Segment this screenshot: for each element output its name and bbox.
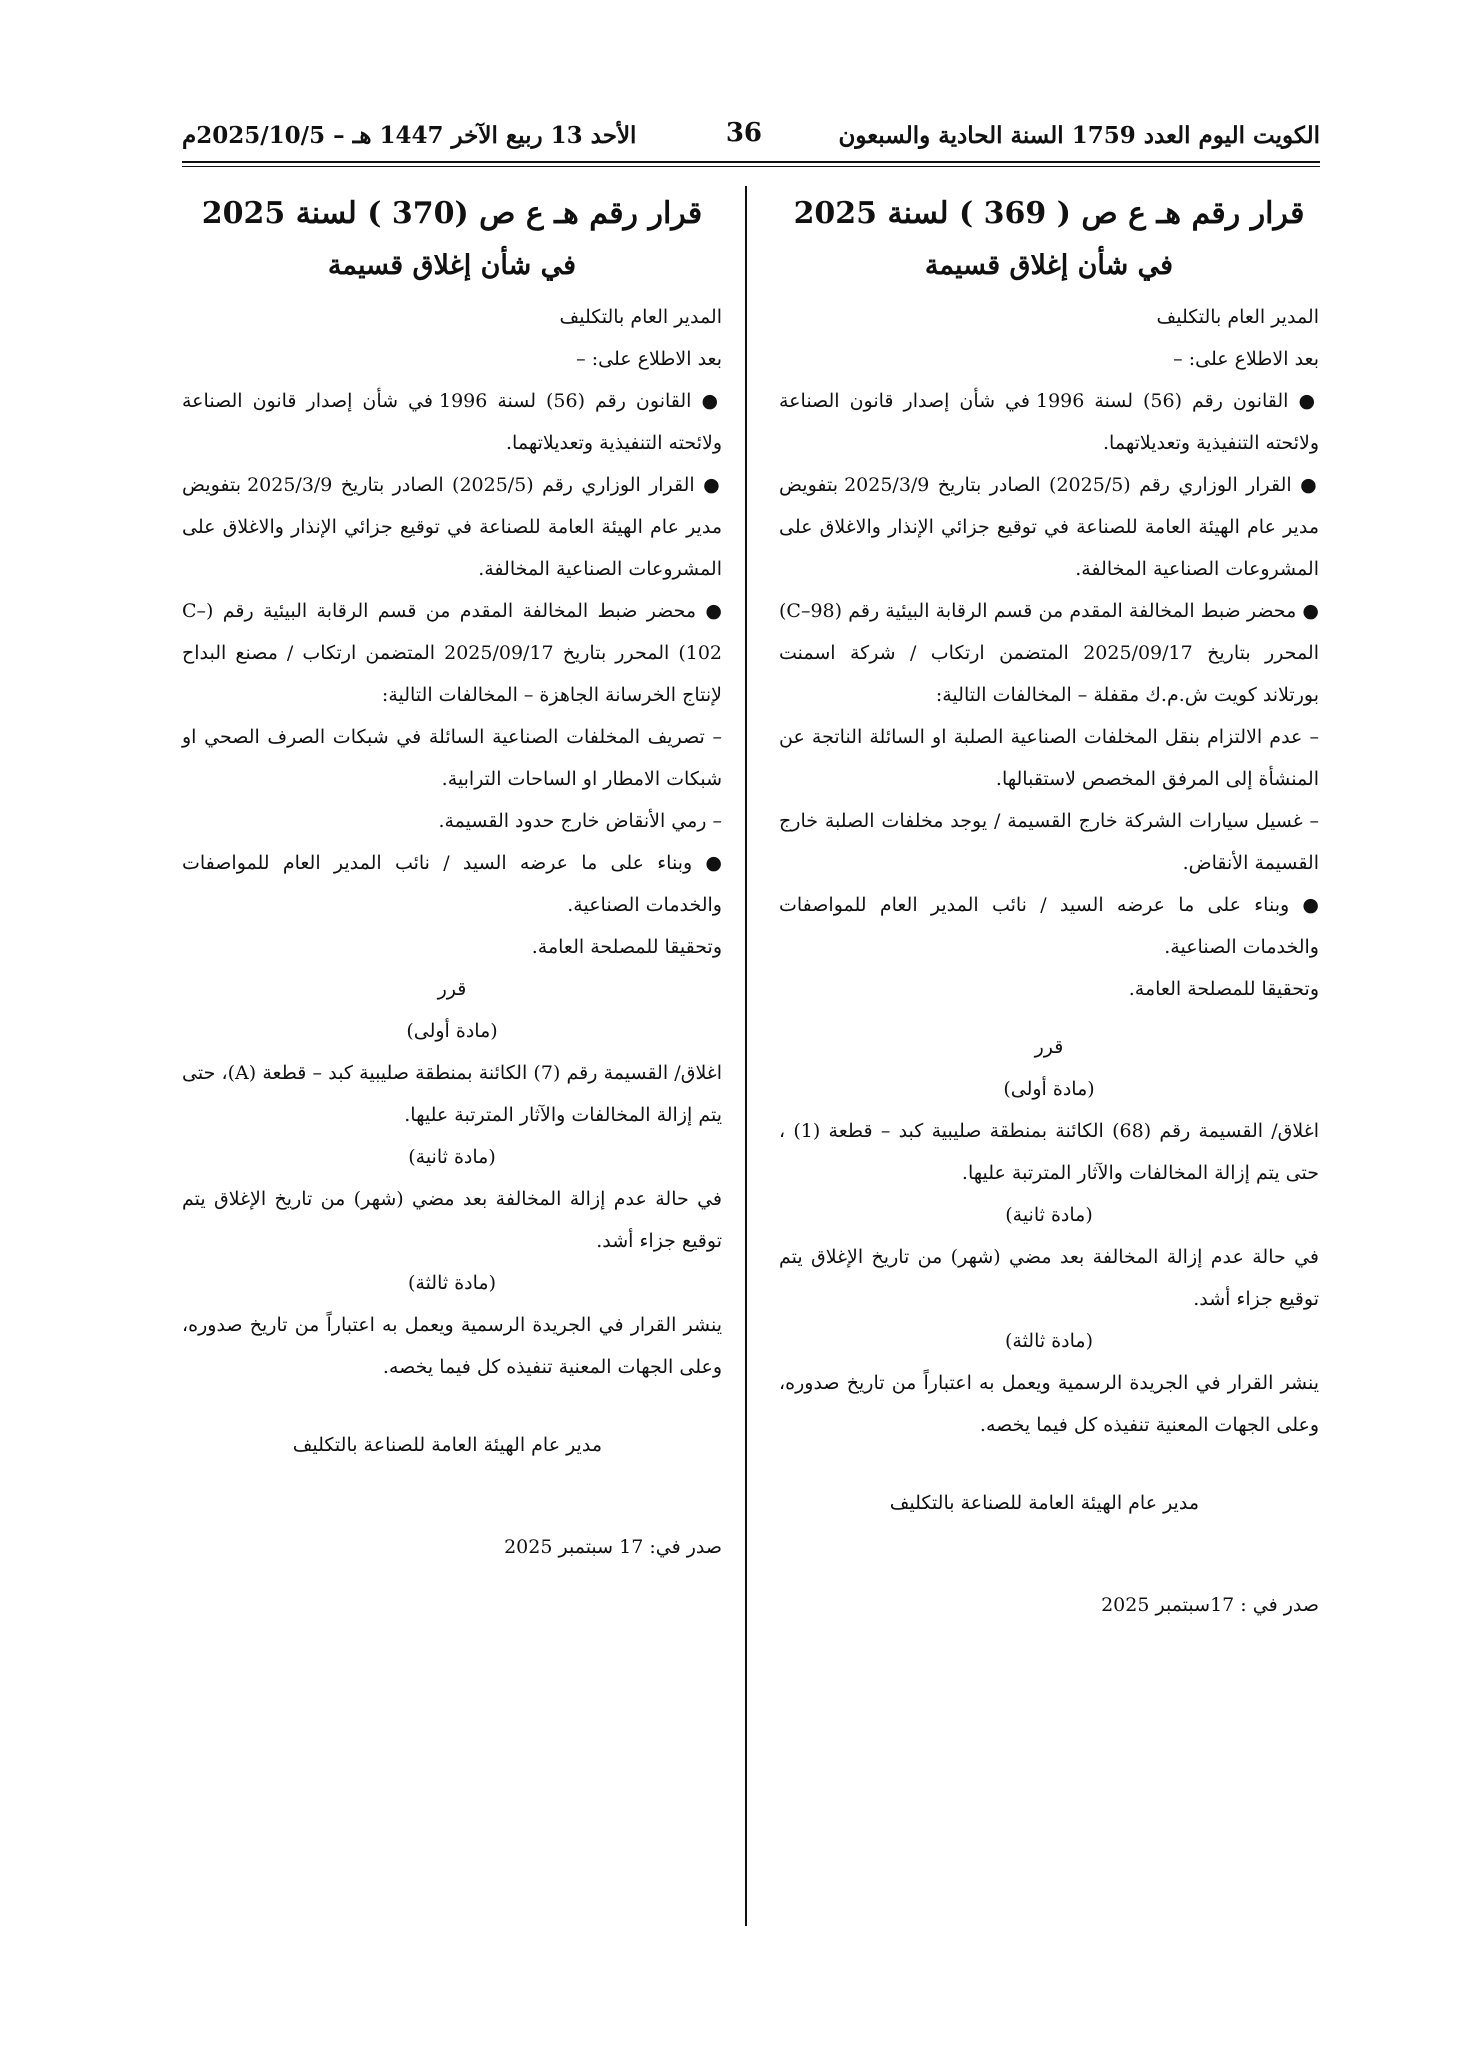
recital-proposal: ● وبناء على ما عرضه السيد / نائب المدير العام للمواصفات والخدمات الصناعية.: [779, 894, 1319, 958]
article-3-heading: (مادة ثالثة): [1004, 1330, 1094, 1352]
decision-title: قرار رقم هـ ع ص (370 ) لسنة 2025: [201, 196, 703, 231]
page-number: 36: [725, 118, 762, 148]
decision-subject: في شأن إغلاق قسيمة: [924, 250, 1174, 281]
public-interest: وتحقيقا للمصلحة العامة.: [1128, 978, 1319, 1000]
issue-date: صدر في: 17 سبتمبر 2025: [504, 1536, 722, 1558]
recital-proposal: ● وبناء على ما عرضه السيد / نائب المدير العام للمواصفات والخدمات الصناعية.: [182, 852, 722, 916]
article-2-heading: (مادة ثانية): [408, 1146, 496, 1168]
article-2-heading: (مادة ثانية): [1005, 1204, 1093, 1226]
recital-ministerial-decision: ● القرار الوزاري رقم (2025/5) الصادر بتاريخ 2025/3/9 بتفويض مدير عام الهيئة العامة للصناعة في توقيع جزائي الإنذار والاغلاق على المشروعات الصناعية المخالفة.: [182, 474, 722, 580]
violation-item: – رمي الأنقاض خارج حدود القسيمة.: [438, 810, 722, 832]
decided-heading: قرر: [437, 978, 467, 1000]
article-2-text: في حالة عدم إزالة المخالفة بعد مضي (شهر) من تاريخ الإغلاق يتم توقيع جزاء أشد.: [779, 1246, 1319, 1310]
article-2-text: في حالة عدم إزالة المخالفة بعد مضي (شهر) من تاريخ الإغلاق يتم توقيع جزاء أشد.: [182, 1188, 722, 1252]
header-rule-thick: [182, 161, 1320, 163]
recital-law: ● القانون رقم (56) لسنة 1996 في شأن إصدار قانون الصناعة ولائحته التنفيذية وتعديلاتهما.: [182, 390, 722, 454]
recital-violation-report: ● محضر ضبط المخالفة المقدم من قسم الرقابة البيئية رقم (C–98) المحرر بتاريخ 2025/09/17 المتضمن ارتكاب / شركة اسمنت بورتلاند كويت ش.م.ك مقفلة – المخالفات التالية:: [779, 600, 1319, 706]
article-3-text: ينشر القرار في الجريدة الرسمية ويعمل به اعتباراً من تاريخ صدوره، وعلى الجهات المعنية تنفيذه كل فيما يخصه.: [779, 1372, 1319, 1436]
page-header: [182, 116, 1320, 160]
article-1-heading: (مادة أولى): [406, 1020, 498, 1042]
violation-item: – عدم الالتزام بنقل المخلفات الصناعية الصلبة او السائلة الناتجة عن المنشأة إلى المرفق المخصص لاستقبالها.: [779, 726, 1319, 790]
violation-item: – تصريف المخلفات الصناعية السائلة في شبكات الصرف الصحي او شبكات الامطار او الساحات الترابية.: [182, 726, 722, 790]
issue-date: صدر في : 17سبتمبر 2025: [1101, 1594, 1319, 1616]
public-interest: وتحقيقا للمصلحة العامة.: [531, 936, 722, 958]
recital-violation-report: ● محضر ضبط المخالفة المقدم من قسم الرقابة البيئية رقم (C–102) المحرر بتاريخ 2025/09/17 المتضمن ارتكاب / مصنع البداح لإنتاج الخرسانة الجاهزة – المخالفات التالية:: [182, 600, 722, 706]
decision-title: قرار رقم هـ ع ص ( 369 ) لسنة 2025: [793, 196, 1305, 231]
article-1-text: اغلاق/ القسيمة رقم (68) الكائنة بمنطقة صليبية كبد – قطعة (1) ، حتى يتم إزالة المخالفات والآثار المترتبة عليها.: [779, 1120, 1319, 1184]
issuer: المدير العام بالتكليف: [1156, 306, 1319, 328]
issuer: المدير العام بالتكليف: [559, 306, 722, 328]
recital-ministerial-decision: ● القرار الوزاري رقم (2025/5) الصادر بتاريخ 2025/3/9 بتفويض مدير عام الهيئة العامة للصناعة في توقيع جزائي الإنذار والاغلاق على المشروعات الصناعية المخالفة.: [779, 474, 1319, 580]
article-1-text: اغلاق/ القسيمة رقم (7) الكائنة بمنطقة صليبية كبد – قطعة (A)، حتى يتم إزالة المخالفات والآثار المترتبة عليها.: [182, 1062, 722, 1126]
gazette-issue: الكويت اليوم العدد 1759 السنة الحادية والسبعون: [838, 122, 1320, 149]
after-review: بعد الاطلاع على: –: [576, 348, 722, 370]
decision-370: [182, 190, 722, 1568]
article-1-heading: (مادة أولى): [1003, 1078, 1095, 1100]
column-divider: [745, 186, 747, 1926]
decision-subject: في شأن إغلاق قسيمة: [327, 250, 577, 281]
signature: مدير عام الهيئة العامة للصناعة بالتكليف: [889, 1492, 1199, 1514]
header-date: الأحد 13 ربيع الآخر 1447 هـ – 2025/10/5م: [182, 122, 637, 149]
decision-369: [779, 190, 1319, 1626]
article-3-heading: (مادة ثالثة): [407, 1272, 497, 1294]
after-review: بعد الاطلاع على: –: [1173, 348, 1319, 370]
signature: مدير عام الهيئة العامة للصناعة بالتكليف: [292, 1434, 602, 1456]
header-rule-thin: [182, 166, 1320, 167]
recital-law: ● القانون رقم (56) لسنة 1996 في شأن إصدار قانون الصناعة ولائحته التنفيذية وتعديلاتهما.: [779, 390, 1319, 454]
decided-heading: قرر: [1034, 1036, 1064, 1058]
violation-item: – غسيل سيارات الشركة خارج القسيمة / يوجد مخلفات الصلبة خارج القسيمة الأنقاض.: [779, 810, 1319, 874]
article-3-text: ينشر القرار في الجريدة الرسمية ويعمل به اعتباراً من تاريخ صدوره، وعلى الجهات المعنية تنفيذه كل فيما يخصه.: [182, 1314, 722, 1378]
